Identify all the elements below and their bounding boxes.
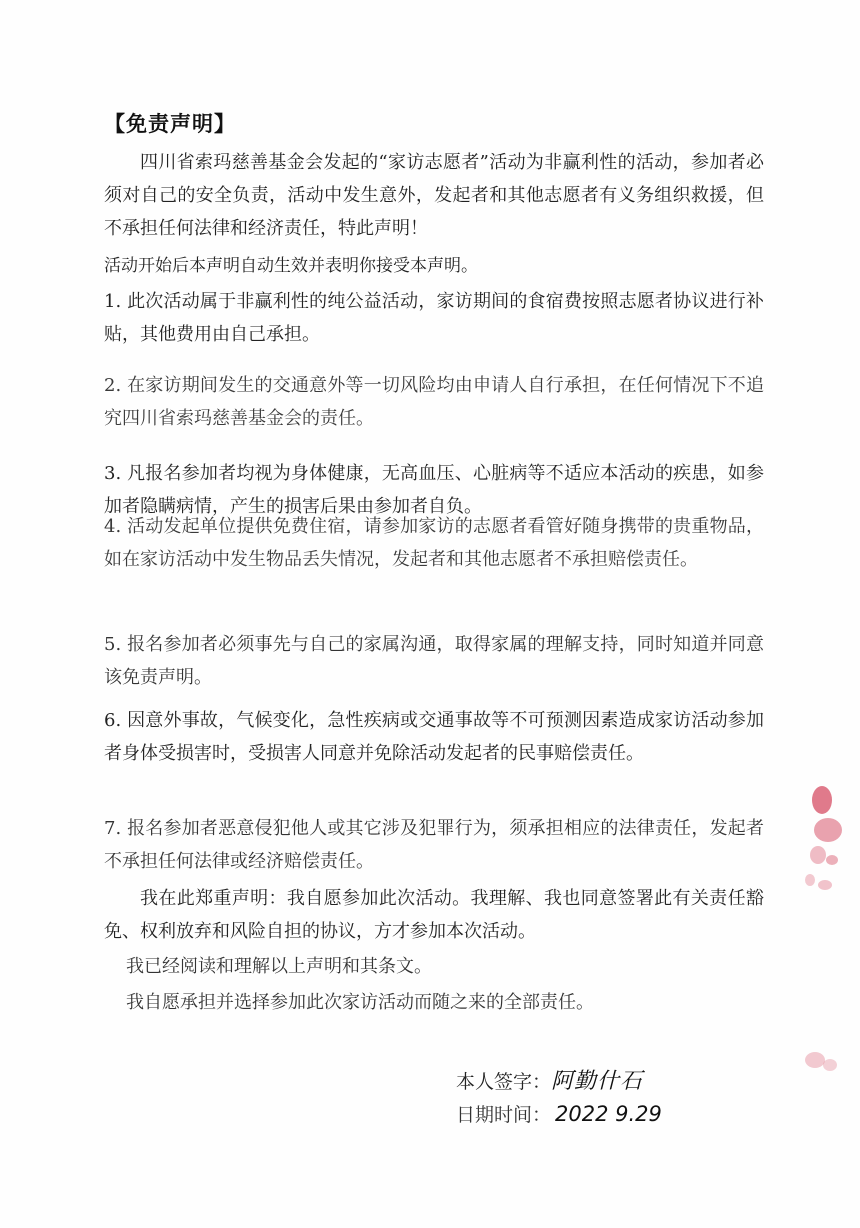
accept-statement: 我自愿承担并选择参加此次家访活动而随之来的全部责任。 bbox=[126, 992, 594, 1013]
read-statement: 我已经阅读和理解以上声明和其条文。 bbox=[126, 956, 432, 977]
signature-row bbox=[456, 1064, 643, 1095]
clause-2: 2. 在家访期间发生的交通意外等一切风险均由申请人自行承担，在任何情况下不追究四川省索玛慈善基金会的责任。 bbox=[104, 375, 764, 429]
clause-7: 7. 报名参加者恶意侵犯他人或其它涉及犯罪行为，须承担相应的法律责任，发起者不承担任何法律或经济赔偿责任。 bbox=[104, 818, 764, 872]
date-label: 日期时间： bbox=[456, 1104, 552, 1126]
clause-1: 1. 此次活动属于非赢利性的纯公益活动，家访期间的食宿费按照志愿者协议进行补贴，其他费用由自己承担。 bbox=[104, 291, 764, 345]
effect-statement: 活动开始后本声明自动生效并表明你接受本声明。 bbox=[104, 256, 478, 276]
declaration-paragraph: 我在此郑重声明：我自愿参加此次活动。我理解、我也同意签署此有关责任豁免、权利放弃和风险自担的协议，方才参加本次活动。 bbox=[104, 888, 764, 942]
date-row bbox=[456, 1100, 662, 1127]
signature-label: 本人签字： bbox=[456, 1071, 552, 1093]
handwritten-signature: 阿勤什石 bbox=[551, 1069, 644, 1094]
clause-6: 6. 因意外事故，气候变化，急性疾病或交通事故等不可预测因素造成家访活动参加者身体受损害时，受损害人同意并免除活动发起者的民事赔偿责任。 bbox=[104, 710, 764, 764]
intro-paragraph: 四川省索玛慈善基金会发起的“家访志愿者”活动为非赢利性的活动，参加者必须对自己的安全负责，活动中发生意外，发起者和其他志愿者有义务组织救援，但不承担任何法律和经济责任，特此声明！ bbox=[104, 152, 764, 239]
document-title: 【免责声明】 bbox=[104, 111, 236, 136]
clause-4: 4. 活动发起单位提供免费住宿，请参加家访的志愿者看管好随身携带的贵重物品，如在家访活动中发生物品丢失情况，发起者和其他志愿者不承担赔偿责任。 bbox=[104, 516, 764, 570]
clause-5: 5. 报名参加者必须事先与自己的家属沟通，取得家属的理解支持，同时知道并同意该免责声明。 bbox=[104, 634, 764, 688]
handwritten-date: 2022 9.29 bbox=[555, 1102, 662, 1126]
clause-3: 3. 凡报名参加者均视为身体健康，无高血压、心脏病等不适应本活动的疾患，如参加者隐瞒病情，产生的损害后果由参加者自负。 bbox=[104, 463, 764, 517]
red-fingerprint-mark bbox=[770, 760, 850, 1080]
